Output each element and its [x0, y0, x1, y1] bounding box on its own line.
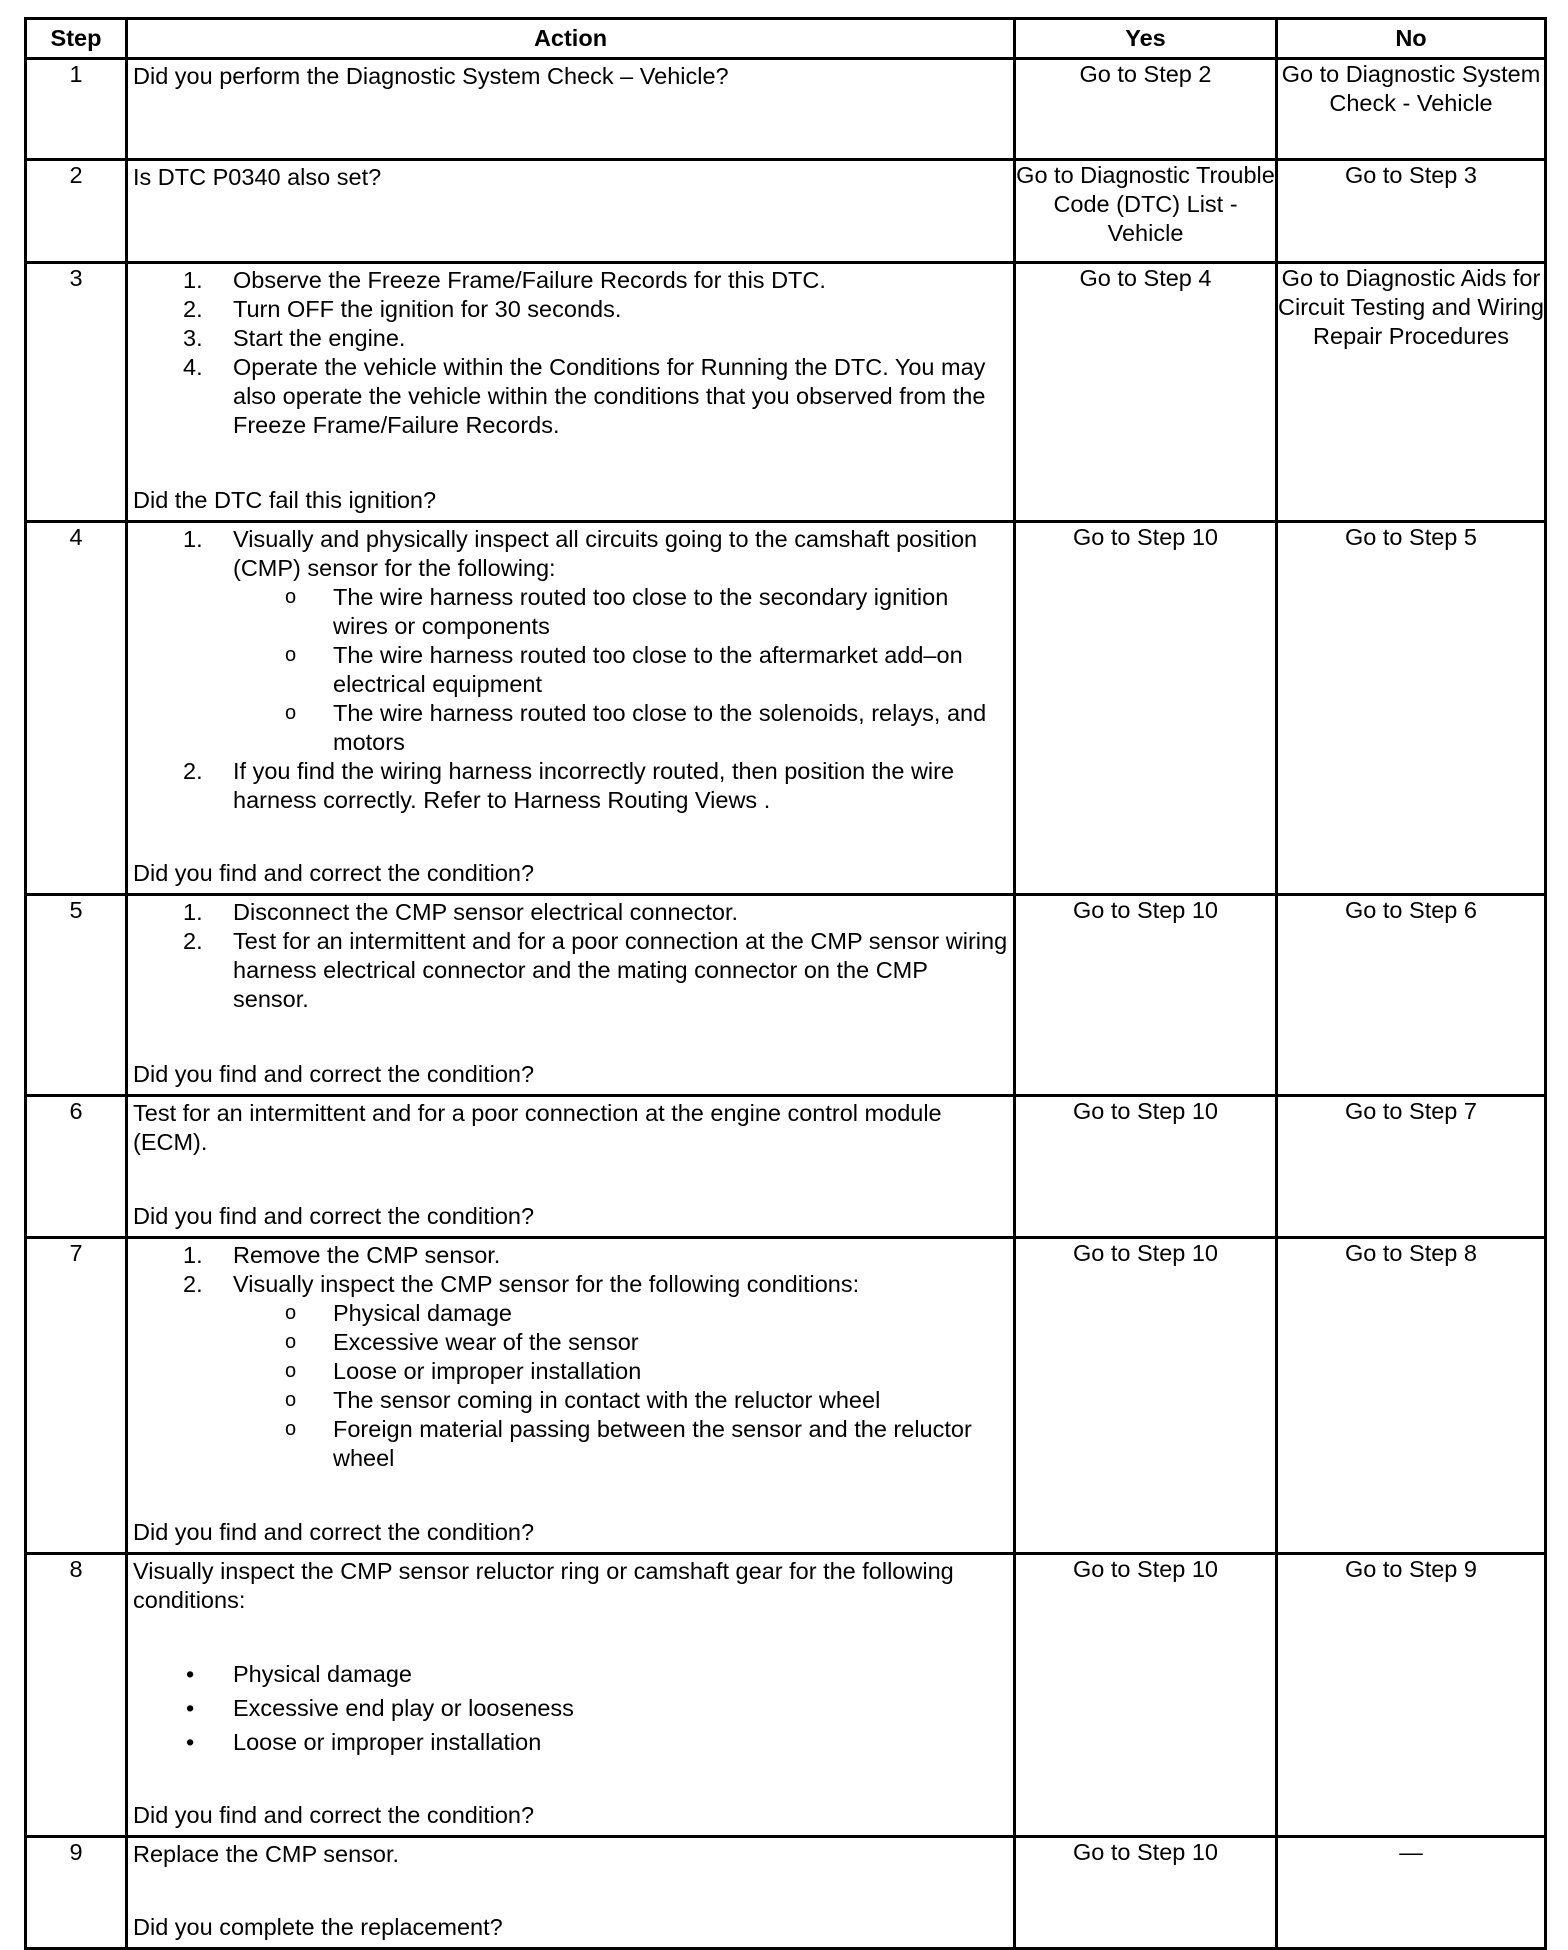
action-cell [127, 1238, 1015, 1554]
instruction-number: 1. [183, 1242, 203, 1268]
action-content [128, 1555, 1013, 1832]
instruction-text: Start the engine. [233, 325, 406, 351]
step-number: 3 [26, 263, 127, 522]
diagnostic-table [24, 17, 1547, 1950]
table-row [26, 1837, 1546, 1949]
action-text: Visually inspect the CMP sensor reluctor ring or camshaft gear for the following conditions: [133, 1558, 954, 1613]
instruction-number: 1. [183, 526, 203, 552]
yes-outcome: Go to Step 10 [1015, 1238, 1277, 1554]
sub-item-text: The wire harness routed too close to the secondary ignition wires or components [333, 584, 949, 639]
action-text: Replace the CMP sensor. [133, 1841, 400, 1867]
question-text: Did you find and correct the condition? [133, 1203, 535, 1229]
circle-bullet-icon: o [285, 1418, 297, 1440]
no-outcome: Go to Diagnostic System Check - Vehicle [1277, 59, 1546, 160]
action-cell [127, 1096, 1015, 1238]
instruction-item [133, 525, 1009, 757]
action-cell [127, 1554, 1015, 1837]
condition-list [133, 1657, 1009, 1759]
circle-bullet-icon: o [285, 702, 297, 724]
bullet-icon: • [186, 1695, 195, 1721]
table-row [26, 522, 1546, 895]
sub-item-text: Loose or improper installation [333, 1358, 642, 1384]
action-cell [127, 522, 1015, 895]
step-number: 9 [26, 1837, 127, 1949]
condition-text: Physical damage [233, 1661, 412, 1687]
instruction-text: Disconnect the CMP sensor electrical connector. [233, 899, 739, 925]
circle-bullet-icon: o [285, 1360, 297, 1382]
header-yes: Yes [1015, 19, 1277, 59]
instruction-text: Remove the CMP sensor. [233, 1242, 501, 1268]
action-content [128, 1097, 1013, 1233]
step-number: 4 [26, 522, 127, 895]
sub-item [233, 1357, 1009, 1386]
sub-list [233, 1299, 1009, 1473]
yes-outcome: Go to Step 10 [1015, 1837, 1277, 1949]
instruction-number: 2. [183, 758, 203, 784]
no-outcome: Go to Step 5 [1277, 522, 1546, 895]
condition-text: Loose or improper installation [233, 1729, 542, 1755]
sub-item [233, 583, 1009, 641]
instruction-number: 2. [183, 928, 203, 954]
action-cell [127, 1837, 1015, 1949]
instruction-list [133, 898, 1009, 1014]
step-number: 5 [26, 895, 127, 1096]
condition-text: Excessive end play or looseness [233, 1695, 574, 1721]
yes-outcome: Go to Step 10 [1015, 895, 1277, 1096]
circle-bullet-icon: o [285, 586, 297, 608]
no-outcome: — [1277, 1837, 1546, 1949]
bullet-icon: • [186, 1729, 195, 1755]
action-content [128, 1239, 1013, 1549]
condition-item [133, 1691, 1009, 1725]
instruction-number: 1. [183, 899, 203, 925]
instruction-item [133, 295, 1009, 324]
sub-item [233, 1328, 1009, 1357]
yes-outcome: Go to Step 10 [1015, 1554, 1277, 1837]
instruction-list [133, 1241, 1009, 1473]
header-action: Action [127, 19, 1015, 59]
no-outcome: Go to Step 7 [1277, 1096, 1546, 1238]
instruction-number: 4. [183, 354, 203, 380]
instruction-text: Test for an intermittent and for a poor connection at the CMP sensor wiring harness electrical connector and the mating connector on the CMP sensor. [233, 928, 1008, 1012]
instruction-list [133, 525, 1009, 815]
circle-bullet-icon: o [285, 1389, 297, 1411]
yes-outcome: Go to Diagnostic Trouble Code (DTC) List - Vehicle [1015, 160, 1277, 263]
header-no: No [1277, 19, 1546, 59]
condition-item [133, 1657, 1009, 1691]
circle-bullet-icon: o [285, 644, 297, 666]
instruction-text: Turn OFF the ignition for 30 seconds. [233, 296, 622, 322]
sub-item-text: Physical damage [333, 1300, 512, 1326]
instruction-number: 2. [183, 296, 203, 322]
action-content [128, 60, 1013, 155]
question-text: Did you find and correct the condition? [133, 1802, 535, 1828]
no-outcome: Go to Diagnostic Aids for Circuit Testing and Wiring Repair Procedures [1277, 263, 1546, 522]
instruction-text: Visually inspect the CMP sensor for the following conditions: [233, 1271, 860, 1297]
no-outcome: Go to Step 8 [1277, 1238, 1546, 1554]
action-cell [127, 160, 1015, 263]
table-row [26, 160, 1546, 263]
instruction-item [133, 898, 1009, 927]
action-content [128, 896, 1013, 1091]
instruction-item [133, 1241, 1009, 1270]
yes-outcome: Go to Step 4 [1015, 263, 1277, 522]
question-text: Did the DTC fail this ignition? [133, 487, 437, 513]
sub-item-text: The wire harness routed too close to the aftermarket add–on electrical equipment [333, 642, 963, 697]
step-number: 8 [26, 1554, 127, 1837]
question-text: Did you find and correct the condition? [133, 860, 535, 886]
action-cell [127, 263, 1015, 522]
sub-list [233, 583, 1009, 757]
action-content [128, 264, 1013, 517]
action-cell [127, 59, 1015, 160]
sub-item-text: Foreign material passing between the sensor and the reluctor wheel [333, 1416, 972, 1471]
sub-item [233, 641, 1009, 699]
instruction-text: Observe the Freeze Frame/Failure Records for this DTC. [233, 267, 826, 293]
yes-outcome: Go to Step 2 [1015, 59, 1277, 160]
table-row [26, 263, 1546, 522]
sub-item [233, 1386, 1009, 1415]
table-row [26, 895, 1546, 1096]
table-row [26, 59, 1546, 160]
instruction-item [133, 324, 1009, 353]
action-content [128, 1838, 1013, 1944]
yes-outcome: Go to Step 10 [1015, 522, 1277, 895]
instruction-item [133, 1270, 1009, 1473]
question-text: Did you find and correct the condition? [133, 1519, 535, 1545]
action-cell [127, 895, 1015, 1096]
header-row [26, 19, 1546, 59]
action-content [128, 161, 1013, 258]
table-row [26, 1238, 1546, 1554]
bullet-icon: • [186, 1661, 195, 1687]
yes-outcome: Go to Step 10 [1015, 1096, 1277, 1238]
sub-item [233, 699, 1009, 757]
action-text: Is DTC P0340 also set? [133, 164, 382, 190]
sub-item-text: The sensor coming in contact with the reluctor wheel [333, 1387, 881, 1413]
condition-item [133, 1725, 1009, 1759]
circle-bullet-icon: o [285, 1331, 297, 1353]
instruction-number: 1. [183, 267, 203, 293]
no-outcome: Go to Step 9 [1277, 1554, 1546, 1837]
header-step: Step [26, 19, 127, 59]
step-number: 7 [26, 1238, 127, 1554]
table-row [26, 1554, 1546, 1837]
circle-bullet-icon: o [285, 1302, 297, 1324]
instruction-text: Operate the vehicle within the Conditions for Running the DTC. You may also operate the vehicle within the conditions that you observed from the Freeze Frame/Failure Records. [233, 354, 986, 438]
table-row [26, 1096, 1546, 1238]
step-number: 1 [26, 59, 127, 160]
question-text: Did you complete the replacement? [133, 1914, 503, 1940]
instruction-number: 3. [183, 325, 203, 351]
step-number: 6 [26, 1096, 127, 1238]
instruction-list [133, 266, 1009, 440]
sub-item-text: The wire harness routed too close to the solenoids, relays, and motors [333, 700, 987, 755]
action-text: Test for an intermittent and for a poor connection at the engine control module (ECM). [133, 1100, 942, 1155]
no-outcome: Go to Step 3 [1277, 160, 1546, 263]
instruction-item [133, 927, 1009, 1014]
sub-item [233, 1299, 1009, 1328]
no-outcome: Go to Step 6 [1277, 895, 1546, 1096]
instruction-item [133, 353, 1009, 440]
step-number: 2 [26, 160, 127, 263]
sub-item-text: Excessive wear of the sensor [333, 1329, 639, 1355]
instruction-number: 2. [183, 1271, 203, 1297]
sub-item [233, 1415, 1009, 1473]
instruction-item [133, 757, 1009, 815]
instruction-item [133, 266, 1009, 295]
action-content [128, 523, 1013, 890]
question-text: Did you find and correct the condition? [133, 1061, 535, 1087]
instruction-text: Visually and physically inspect all circuits going to the camshaft position (CMP) sensor for the following: [233, 526, 978, 581]
action-text: Did you perform the Diagnostic System Check – Vehicle? [133, 63, 729, 89]
instruction-text: If you find the wiring harness incorrectly routed, then position the wire harness correctly. Refer to Harness Routing Views . [233, 758, 955, 813]
